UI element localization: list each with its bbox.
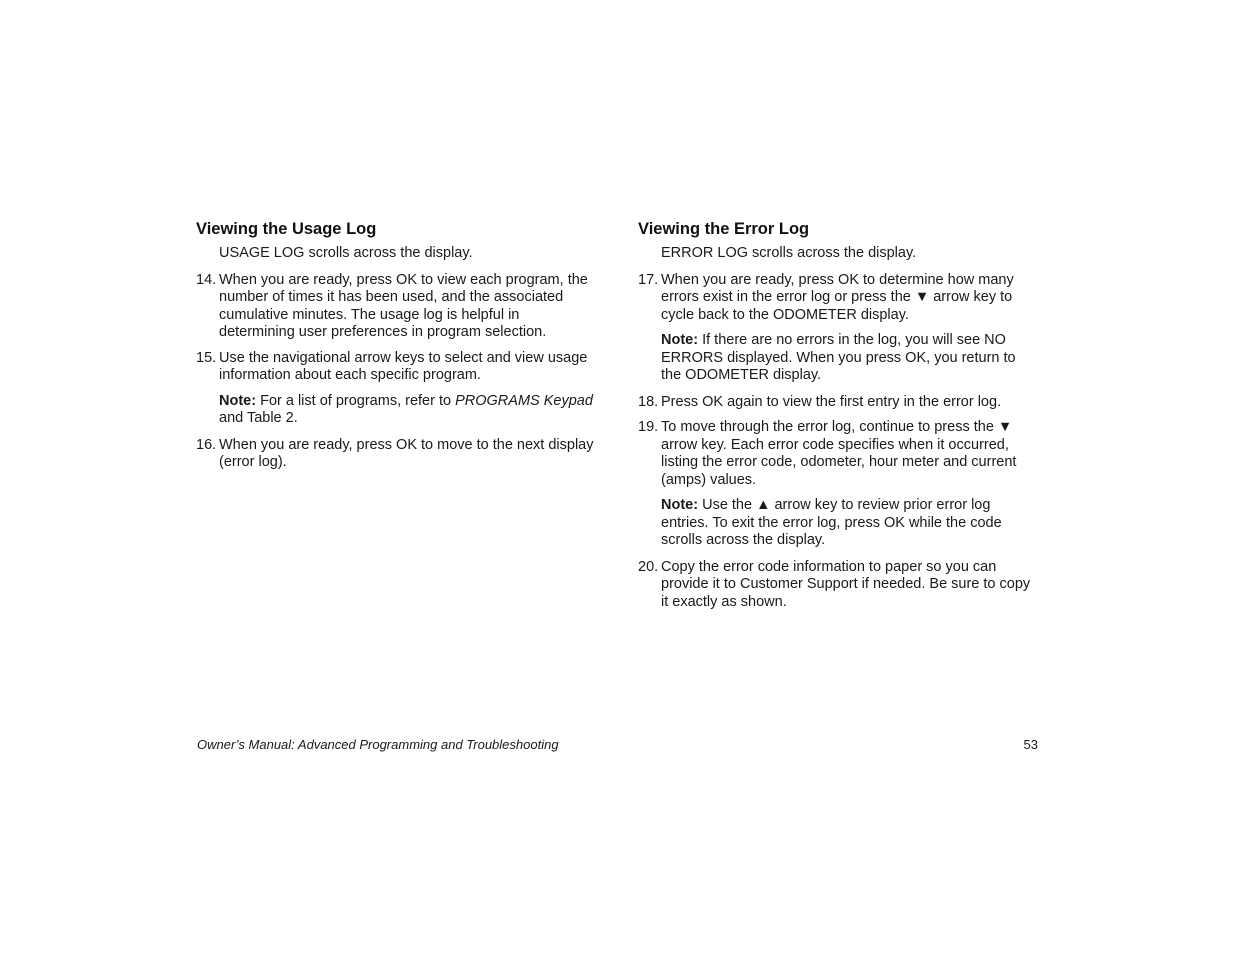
prior-error-note — [661, 497, 1038, 550]
list-item — [196, 350, 598, 385]
no-errors-note — [661, 332, 1038, 385]
error-log-section — [638, 219, 1038, 619]
item-text: Copy the error code information to paper so you can provide it to Customer Support if needed. Be sure to copy it exactly as shown. — [661, 558, 1031, 610]
item-text: Press OK again to view the first entry in the error log. — [661, 393, 1002, 410]
note-label: Note: — [661, 332, 699, 348]
note-label: Note: — [219, 392, 257, 409]
footer-title: Owner’s Manual: Advanced Programming and Troubleshooting — [197, 737, 559, 752]
error-log-intro: ERROR LOG scrolls across the display. — [661, 245, 917, 261]
note-reference: PROGRAMS Keypad — [455, 392, 593, 409]
item-number: 19. — [638, 419, 659, 435]
item-number: 18. — [638, 393, 659, 410]
item-text: When you are ready, press OK to view each program, the number of times it has been used, and the associated cumulative minutes. The usage log is helpful in determining user preferences in program selection. — [219, 271, 588, 340]
note-text: If there are no errors in the log, you will see NO ERRORS displayed. When you press OK, you return to the ODOMETER display. — [661, 332, 1016, 383]
list-item — [638, 394, 1038, 412]
usage-log-section — [196, 219, 598, 480]
item-number: 15. — [196, 349, 217, 366]
list-item — [638, 559, 1038, 612]
page-number: 53 — [1023, 737, 1038, 752]
note-text-after: and Table 2. — [219, 410, 298, 426]
list-item — [638, 419, 1038, 489]
item-number: 14. — [196, 271, 217, 288]
item-text: When you are ready, press OK to move to the next display (error log). — [219, 436, 594, 470]
note-label: Note: — [661, 497, 699, 513]
item-number: 17. — [638, 271, 659, 288]
error-log-heading: Viewing the Error Log — [638, 220, 810, 238]
list-item — [196, 272, 598, 342]
item-text: To move through the error log, continue to press the ▼ arrow key. Each error code specifies when it occurred, listing the error code, odometer, hour meter and current (amps) values. — [661, 419, 1017, 488]
item-text: Use the navigational arrow keys to select and view usage information about each specific program. — [219, 349, 588, 383]
usage-log-intro: USAGE LOG scrolls across the display. — [219, 245, 473, 261]
list-item — [638, 272, 1038, 325]
item-text: When you are ready, press OK to determine how many errors exist in the error log or press the ▼ arrow key to cycle back to the ODOMETER display. — [661, 271, 1014, 323]
item-number: 16. — [196, 436, 217, 453]
usage-log-heading: Viewing the Usage Log — [196, 220, 377, 238]
item-number: 20. — [638, 558, 659, 575]
note-text-before: For a list of programs, refer to — [256, 392, 456, 409]
note-text: Use the ▲ arrow key to review prior error log entries. To exit the error log, press OK while the code scrolls across the display. — [661, 497, 1002, 548]
list-item — [196, 437, 598, 472]
programs-note — [219, 393, 598, 428]
